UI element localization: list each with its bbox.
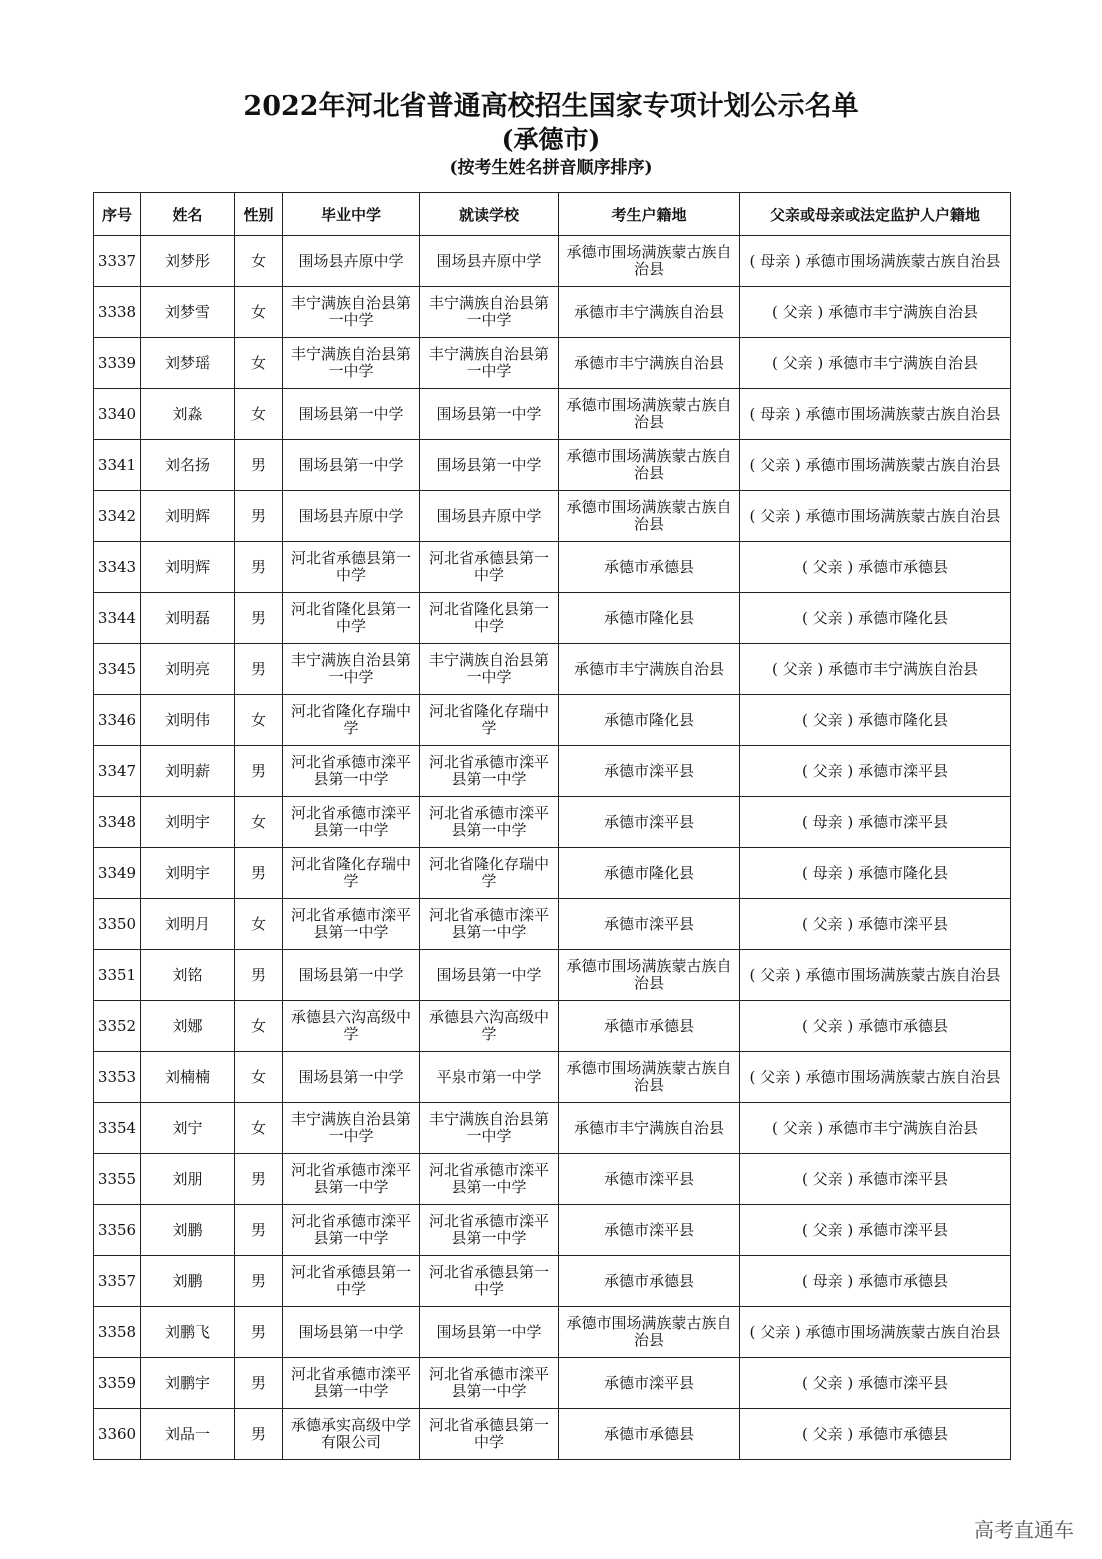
cell-gender: 女 <box>235 1001 283 1052</box>
table-row <box>94 542 1011 593</box>
cell-current-school: 平泉市第一中学 <box>420 1052 559 1103</box>
cell-seq: 3352 <box>94 1001 141 1052</box>
cell-seq: 3354 <box>94 1103 141 1154</box>
cell-seq: 3359 <box>94 1358 141 1409</box>
cell-hukou: 承德市承德县 <box>559 1256 740 1307</box>
cell-guardian-hukou: ( 母亲 ) 承德市承德县 <box>740 1256 1011 1307</box>
cell-seq: 3357 <box>94 1256 141 1307</box>
cell-gender: 女 <box>235 338 283 389</box>
cell-guardian-hukou: ( 父亲 ) 承德市滦平县 <box>740 1358 1011 1409</box>
cell-gender: 男 <box>235 1205 283 1256</box>
sort-note: (按考生姓名拼音顺序排序) <box>449 158 653 178</box>
cell-guardian-hukou: ( 父亲 ) 承德市围场满族蒙古族自治县 <box>740 1307 1011 1358</box>
cell-gender: 女 <box>235 389 283 440</box>
table-row <box>94 1103 1011 1154</box>
cell-current-school: 承德县六沟高级中学 <box>420 1001 559 1052</box>
cell-current-school: 河北省承德市滦平县第一中学 <box>420 1358 559 1409</box>
table-row <box>94 695 1011 746</box>
cell-gender: 男 <box>235 593 283 644</box>
cell-current-school: 围场县第一中学 <box>420 389 559 440</box>
cell-seq: 3351 <box>94 950 141 1001</box>
cell-current-school: 河北省承德县第一中学 <box>420 1256 559 1307</box>
cell-current-school: 丰宁满族自治县第一中学 <box>420 338 559 389</box>
cell-gender: 女 <box>235 899 283 950</box>
cell-grad-school: 河北省承德市滦平县第一中学 <box>283 1358 420 1409</box>
cell-seq: 3346 <box>94 695 141 746</box>
cell-name: 刘明宇 <box>141 848 235 899</box>
cell-gender: 女 <box>235 1103 283 1154</box>
cell-current-school: 河北省承德市滦平县第一中学 <box>420 899 559 950</box>
cell-hukou: 承德市围场满族蒙古族自治县 <box>559 1052 740 1103</box>
cell-gender: 女 <box>235 695 283 746</box>
cell-grad-school: 丰宁满族自治县第一中学 <box>283 287 420 338</box>
cell-name: 刘明薪 <box>141 746 235 797</box>
column-header-guardian-hukou: 父亲或母亲或法定监护人户籍地 <box>740 193 1011 236</box>
cell-hukou: 承德市围场满族蒙古族自治县 <box>559 950 740 1001</box>
cell-seq: 3358 <box>94 1307 141 1358</box>
page-title: 2022年河北省普通高校招生国家专项计划公示名单 <box>243 91 859 122</box>
cell-guardian-hukou: ( 母亲 ) 承德市围场满族蒙古族自治县 <box>740 236 1011 287</box>
cell-seq: 3341 <box>94 440 141 491</box>
cell-gender: 男 <box>235 1154 283 1205</box>
cell-name: 刘鹏 <box>141 1256 235 1307</box>
cell-name: 刘梦雪 <box>141 287 235 338</box>
cell-guardian-hukou: ( 父亲 ) 承德市承德县 <box>740 1001 1011 1052</box>
cell-name: 刘明月 <box>141 899 235 950</box>
cell-hukou: 承德市滦平县 <box>559 1205 740 1256</box>
cell-name: 刘楠楠 <box>141 1052 235 1103</box>
cell-hukou: 承德市丰宁满族自治县 <box>559 287 740 338</box>
cell-name: 刘宁 <box>141 1103 235 1154</box>
cell-guardian-hukou: ( 父亲 ) 承德市围场满族蒙古族自治县 <box>740 1052 1011 1103</box>
table-row <box>94 899 1011 950</box>
table-row <box>94 1052 1011 1103</box>
cell-current-school: 丰宁满族自治县第一中学 <box>420 287 559 338</box>
table-row <box>94 593 1011 644</box>
cell-hukou: 承德市围场满族蒙古族自治县 <box>559 1307 740 1358</box>
watermark-text: 高考直通车 <box>974 1518 1074 1542</box>
cell-seq: 3350 <box>94 899 141 950</box>
cell-gender: 女 <box>235 1052 283 1103</box>
cell-grad-school: 围场县卉原中学 <box>283 236 420 287</box>
cell-hukou: 承德市滦平县 <box>559 899 740 950</box>
cell-guardian-hukou: ( 母亲 ) 承德市滦平县 <box>740 797 1011 848</box>
cell-current-school: 河北省承德市滦平县第一中学 <box>420 1205 559 1256</box>
table-row <box>94 644 1011 695</box>
cell-guardian-hukou: ( 父亲 ) 承德市滦平县 <box>740 1205 1011 1256</box>
cell-grad-school: 围场县第一中学 <box>283 950 420 1001</box>
cell-current-school: 河北省隆化存瑞中学 <box>420 848 559 899</box>
table-row <box>94 1358 1011 1409</box>
cell-seq: 3348 <box>94 797 141 848</box>
cell-hukou: 承德市围场满族蒙古族自治县 <box>559 440 740 491</box>
cell-grad-school: 河北省承德县第一中学 <box>283 542 420 593</box>
cell-current-school: 围场县卉原中学 <box>420 491 559 542</box>
cell-guardian-hukou: ( 父亲 ) 承德市隆化县 <box>740 593 1011 644</box>
cell-guardian-hukou: ( 父亲 ) 承德市承德县 <box>740 1409 1011 1460</box>
cell-grad-school: 河北省承德市滦平县第一中学 <box>283 1154 420 1205</box>
roster-table <box>93 192 1011 1460</box>
cell-name: 刘名扬 <box>141 440 235 491</box>
cell-grad-school: 丰宁满族自治县第一中学 <box>283 644 420 695</box>
column-header-gender: 性别 <box>235 193 283 236</box>
column-header-current-school: 就读学校 <box>420 193 559 236</box>
cell-grad-school: 围场县第一中学 <box>283 389 420 440</box>
cell-gender: 男 <box>235 746 283 797</box>
cell-seq: 3356 <box>94 1205 141 1256</box>
cell-name: 刘梦瑶 <box>141 338 235 389</box>
cell-grad-school: 围场县第一中学 <box>283 1307 420 1358</box>
cell-name: 刘铭 <box>141 950 235 1001</box>
cell-grad-school: 河北省承德市滦平县第一中学 <box>283 746 420 797</box>
cell-gender: 男 <box>235 848 283 899</box>
cell-current-school: 河北省隆化县第一中学 <box>420 593 559 644</box>
cell-hukou: 承德市滦平县 <box>559 1358 740 1409</box>
cell-name: 刘鹏飞 <box>141 1307 235 1358</box>
cell-grad-school: 丰宁满族自治县第一中学 <box>283 1103 420 1154</box>
cell-guardian-hukou: ( 父亲 ) 承德市隆化县 <box>740 695 1011 746</box>
cell-guardian-hukou: ( 父亲 ) 承德市丰宁满族自治县 <box>740 338 1011 389</box>
cell-gender: 男 <box>235 644 283 695</box>
cell-hukou: 承德市隆化县 <box>559 695 740 746</box>
cell-guardian-hukou: ( 父亲 ) 承德市滦平县 <box>740 1154 1011 1205</box>
cell-seq: 3337 <box>94 236 141 287</box>
cell-grad-school: 丰宁满族自治县第一中学 <box>283 338 420 389</box>
cell-guardian-hukou: ( 父亲 ) 承德市围场满族蒙古族自治县 <box>740 440 1011 491</box>
cell-hukou: 承德市承德县 <box>559 542 740 593</box>
table-row <box>94 389 1011 440</box>
cell-guardian-hukou: ( 母亲 ) 承德市围场满族蒙古族自治县 <box>740 389 1011 440</box>
cell-grad-school: 河北省承德市滦平县第一中学 <box>283 797 420 848</box>
cell-current-school: 丰宁满族自治县第一中学 <box>420 1103 559 1154</box>
cell-hukou: 承德市围场满族蒙古族自治县 <box>559 389 740 440</box>
table-row <box>94 491 1011 542</box>
cell-current-school: 河北省承德市滦平县第一中学 <box>420 797 559 848</box>
table-row <box>94 1154 1011 1205</box>
cell-gender: 男 <box>235 1307 283 1358</box>
table-row <box>94 1307 1011 1358</box>
cell-name: 刘明磊 <box>141 593 235 644</box>
cell-hukou: 承德市隆化县 <box>559 848 740 899</box>
cell-grad-school: 河北省隆化存瑞中学 <box>283 848 420 899</box>
cell-grad-school: 河北省隆化存瑞中学 <box>283 695 420 746</box>
cell-grad-school: 承德县六沟高级中学 <box>283 1001 420 1052</box>
column-header-hukou: 考生户籍地 <box>559 193 740 236</box>
cell-grad-school: 承德承实高级中学有限公司 <box>283 1409 420 1460</box>
table-row <box>94 1001 1011 1052</box>
cell-gender: 女 <box>235 797 283 848</box>
cell-guardian-hukou: ( 父亲 ) 承德市承德县 <box>740 542 1011 593</box>
cell-current-school: 河北省承德市滦平县第一中学 <box>420 1154 559 1205</box>
cell-hukou: 承德市承德县 <box>559 1409 740 1460</box>
cell-name: 刘明伟 <box>141 695 235 746</box>
cell-hukou: 承德市围场满族蒙古族自治县 <box>559 491 740 542</box>
cell-guardian-hukou: ( 父亲 ) 承德市丰宁满族自治县 <box>740 644 1011 695</box>
cell-guardian-hukou: ( 父亲 ) 承德市丰宁满族自治县 <box>740 287 1011 338</box>
cell-grad-school: 河北省隆化县第一中学 <box>283 593 420 644</box>
page-subtitle: (承德市) <box>501 125 601 154</box>
cell-grad-school: 围场县卉原中学 <box>283 491 420 542</box>
cell-hukou: 承德市滦平县 <box>559 797 740 848</box>
cell-hukou: 承德市丰宁满族自治县 <box>559 644 740 695</box>
cell-seq: 3353 <box>94 1052 141 1103</box>
cell-name: 刘淼 <box>141 389 235 440</box>
cell-name: 刘明亮 <box>141 644 235 695</box>
cell-name: 刘鹏 <box>141 1205 235 1256</box>
cell-grad-school: 河北省承德市滦平县第一中学 <box>283 1205 420 1256</box>
cell-hukou: 承德市丰宁满族自治县 <box>559 338 740 389</box>
cell-guardian-hukou: ( 父亲 ) 承德市围场满族蒙古族自治县 <box>740 491 1011 542</box>
cell-current-school: 河北省承德县第一中学 <box>420 542 559 593</box>
table-row <box>94 1256 1011 1307</box>
cell-current-school: 围场县卉原中学 <box>420 236 559 287</box>
table-body <box>94 236 1011 1460</box>
cell-seq: 3360 <box>94 1409 141 1460</box>
cell-seq: 3343 <box>94 542 141 593</box>
cell-seq: 3340 <box>94 389 141 440</box>
cell-gender: 女 <box>235 236 283 287</box>
cell-name: 刘明辉 <box>141 542 235 593</box>
cell-current-school: 围场县第一中学 <box>420 1307 559 1358</box>
table-row <box>94 236 1011 287</box>
cell-gender: 男 <box>235 1358 283 1409</box>
cell-guardian-hukou: ( 父亲 ) 承德市围场满族蒙古族自治县 <box>740 950 1011 1001</box>
cell-guardian-hukou: ( 父亲 ) 承德市滦平县 <box>740 746 1011 797</box>
table-row <box>94 1205 1011 1256</box>
cell-name: 刘娜 <box>141 1001 235 1052</box>
cell-seq: 3345 <box>94 644 141 695</box>
column-header-seq: 序号 <box>94 193 141 236</box>
cell-seq: 3349 <box>94 848 141 899</box>
column-header-name: 姓名 <box>141 193 235 236</box>
table-row <box>94 287 1011 338</box>
table-row <box>94 1409 1011 1460</box>
cell-current-school: 围场县第一中学 <box>420 440 559 491</box>
cell-seq: 3342 <box>94 491 141 542</box>
table-row <box>94 746 1011 797</box>
cell-name: 刘明辉 <box>141 491 235 542</box>
column-header-grad-school: 毕业中学 <box>283 193 420 236</box>
cell-name: 刘鹏宇 <box>141 1358 235 1409</box>
cell-current-school: 丰宁满族自治县第一中学 <box>420 644 559 695</box>
cell-hukou: 承德市滦平县 <box>559 1154 740 1205</box>
cell-current-school: 围场县第一中学 <box>420 950 559 1001</box>
table-row <box>94 440 1011 491</box>
cell-seq: 3339 <box>94 338 141 389</box>
cell-current-school: 河北省隆化存瑞中学 <box>420 695 559 746</box>
cell-gender: 男 <box>235 542 283 593</box>
cell-gender: 男 <box>235 1256 283 1307</box>
cell-guardian-hukou: ( 父亲 ) 承德市滦平县 <box>740 899 1011 950</box>
cell-seq: 3338 <box>94 287 141 338</box>
cell-grad-school: 河北省承德县第一中学 <box>283 1256 420 1307</box>
cell-name: 刘品一 <box>141 1409 235 1460</box>
cell-gender: 男 <box>235 950 283 1001</box>
cell-seq: 3344 <box>94 593 141 644</box>
cell-guardian-hukou: ( 父亲 ) 承德市丰宁满族自治县 <box>740 1103 1011 1154</box>
cell-name: 刘朋 <box>141 1154 235 1205</box>
table-row <box>94 848 1011 899</box>
cell-grad-school: 围场县第一中学 <box>283 1052 420 1103</box>
cell-name: 刘梦彤 <box>141 236 235 287</box>
cell-seq: 3347 <box>94 746 141 797</box>
cell-current-school: 河北省承德县第一中学 <box>420 1409 559 1460</box>
cell-seq: 3355 <box>94 1154 141 1205</box>
cell-gender: 男 <box>235 1409 283 1460</box>
cell-hukou: 承德市隆化县 <box>559 593 740 644</box>
cell-gender: 女 <box>235 287 283 338</box>
cell-name: 刘明宇 <box>141 797 235 848</box>
cell-hukou: 承德市丰宁满族自治县 <box>559 1103 740 1154</box>
cell-hukou: 承德市围场满族蒙古族自治县 <box>559 236 740 287</box>
cell-hukou: 承德市承德县 <box>559 1001 740 1052</box>
cell-gender: 男 <box>235 491 283 542</box>
cell-gender: 男 <box>235 440 283 491</box>
table-header-row <box>94 193 1011 236</box>
cell-guardian-hukou: ( 母亲 ) 承德市隆化县 <box>740 848 1011 899</box>
table-row <box>94 797 1011 848</box>
table-row <box>94 338 1011 389</box>
cell-grad-school: 河北省承德市滦平县第一中学 <box>283 899 420 950</box>
cell-grad-school: 围场县第一中学 <box>283 440 420 491</box>
cell-hukou: 承德市滦平县 <box>559 746 740 797</box>
cell-current-school: 河北省承德市滦平县第一中学 <box>420 746 559 797</box>
table-row <box>94 950 1011 1001</box>
